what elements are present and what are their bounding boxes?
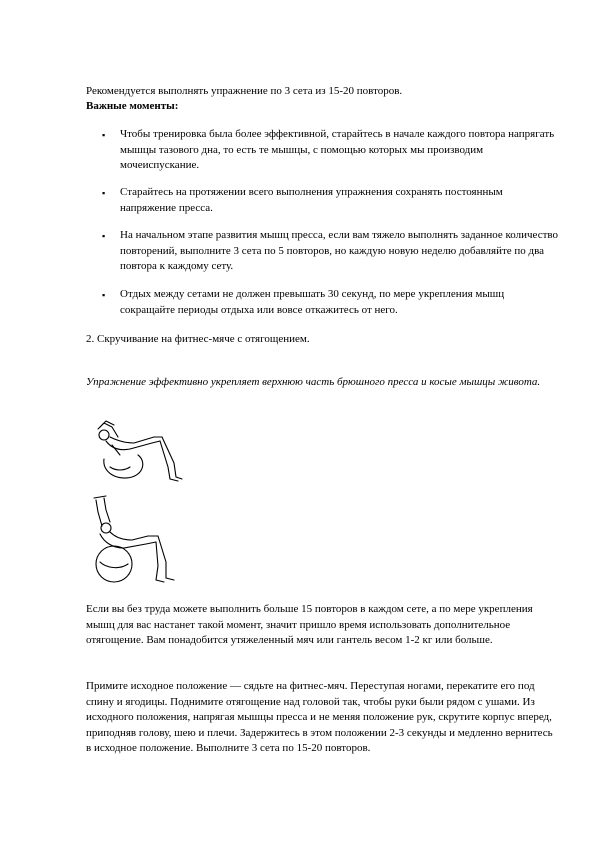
bullet-marker: ▪	[102, 231, 106, 241]
bullet-marker: ▪	[102, 290, 106, 300]
bullet-marker: ▪	[102, 188, 106, 198]
paragraph: Если вы без труда можете выполнить больше 15 повторов в каждом сете, а по мере укрепления мышц для вас настанет такой момент, значит пришло время использовать дополнительное отягощение. Вам понадобится утяжеленный мяч или гантель весом 1-2 кг или больше.	[86, 603, 533, 646]
bullet-text: На начальном этапе развития мышц пресса, если вам тяжело выполнять заданное количество повторений, выполните 3 сета по 5 повторов, но каждую новую неделю добавляйте по два повтора к каждому сету.	[120, 229, 559, 272]
bullet-text: Старайтесь на протяжении всего выполнения упражнения сохранять постоянным напряжение пресса.	[120, 186, 503, 214]
bullet-marker: ▪	[102, 130, 106, 140]
exercise-title: 2. Скручивание на фитнес-мяче с отягощением.	[86, 333, 310, 345]
exercise-illustration-crunch-up	[90, 415, 190, 487]
exercise-description: Упражнение эффективно укрепляет верхнюю часть брюшного пресса и косые мышцы живота.	[86, 376, 541, 388]
bullet-text: Чтобы тренировка была более эффективной, старайтесь в начале каждого повтора напрягать мышцы тазового дна, то есть те мышцы, с помощью которых мы производим мочеиспускание.	[120, 128, 555, 171]
exercise-illustration-start-position	[84, 492, 184, 590]
intro-line: Рекомендуется выполнять упражнение по 3 сета из 15-20 повторов.	[86, 85, 403, 97]
paragraph: Примите исходное положение — сядьте на фитнес-мяч. Переступая ногами, перекатите его под спину и ягодицы. Поднимите отягощение над головой так, чтобы руки были рядом с ушами. Из исходного положения, напрягая мышцы пресса и не меняя положение рук, скрутите корпус вперед, приподняв голову, шею и плечи. Задержитесь в этом положении 2-3 секунды и медленно вернитесь в исходное положение. Выполните 3 сета по 15-20 повторов.	[86, 680, 553, 754]
important-heading: Важные моменты:	[86, 100, 179, 112]
bullet-text: Отдых между сетами не должен превышать 30 секунд, по мере укрепления мышц сокращайте периоды отдыха или вовсе откажитесь от него.	[120, 288, 505, 316]
